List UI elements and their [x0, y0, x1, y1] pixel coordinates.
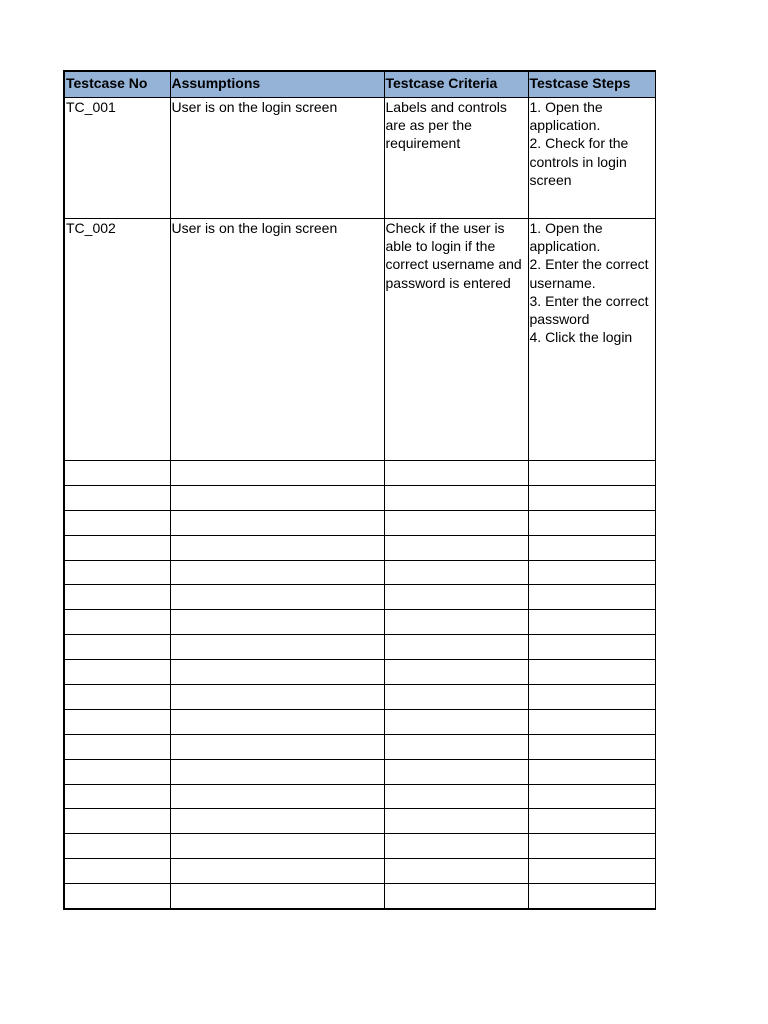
empty-cell[interactable] — [64, 660, 170, 685]
cell-assumption[interactable]: User is on the login screen — [170, 219, 384, 461]
empty-cell[interactable] — [528, 485, 655, 510]
empty-cell[interactable] — [384, 485, 528, 510]
empty-cell[interactable] — [64, 834, 170, 859]
empty-cell[interactable] — [170, 859, 384, 884]
empty-cell[interactable] — [170, 809, 384, 834]
empty-cell[interactable] — [528, 834, 655, 859]
empty-cell[interactable] — [384, 461, 528, 486]
empty-cell[interactable] — [528, 585, 655, 610]
header-testcase-criteria[interactable]: Testcase Criteria — [384, 71, 528, 98]
empty-row — [64, 560, 655, 585]
empty-cell[interactable] — [64, 884, 170, 909]
empty-cell[interactable] — [64, 759, 170, 784]
empty-cell[interactable] — [528, 859, 655, 884]
empty-cell[interactable] — [528, 884, 655, 909]
empty-cell[interactable] — [170, 709, 384, 734]
header-row — [64, 71, 655, 98]
empty-cell[interactable] — [64, 585, 170, 610]
empty-cell[interactable] — [384, 635, 528, 660]
empty-cell[interactable] — [384, 660, 528, 685]
empty-cell[interactable] — [384, 784, 528, 809]
testcase-table — [63, 70, 656, 910]
empty-cell[interactable] — [528, 685, 655, 710]
empty-cell[interactable] — [528, 510, 655, 535]
empty-cell[interactable] — [528, 784, 655, 809]
empty-row — [64, 485, 655, 510]
empty-cell[interactable] — [384, 809, 528, 834]
cell-testcase-no[interactable]: TC_001 — [64, 98, 170, 219]
empty-cell[interactable] — [64, 784, 170, 809]
empty-cell[interactable] — [170, 485, 384, 510]
empty-cell[interactable] — [64, 685, 170, 710]
empty-cell[interactable] — [170, 610, 384, 635]
empty-cell[interactable] — [170, 461, 384, 486]
empty-cell[interactable] — [170, 585, 384, 610]
empty-row — [64, 834, 655, 859]
empty-cell[interactable] — [384, 560, 528, 585]
empty-row — [64, 510, 655, 535]
empty-cell[interactable] — [170, 884, 384, 909]
empty-cell[interactable] — [170, 685, 384, 710]
empty-cell[interactable] — [384, 884, 528, 909]
empty-cell[interactable] — [64, 560, 170, 585]
empty-cell[interactable] — [384, 834, 528, 859]
empty-row — [64, 461, 655, 486]
empty-cell[interactable] — [528, 461, 655, 486]
empty-cell[interactable] — [170, 560, 384, 585]
empty-cell[interactable] — [384, 859, 528, 884]
table-row — [64, 98, 655, 219]
empty-cell[interactable] — [64, 535, 170, 560]
empty-cell[interactable] — [170, 535, 384, 560]
empty-row — [64, 884, 655, 909]
empty-cell[interactable] — [64, 809, 170, 834]
empty-cell[interactable] — [384, 585, 528, 610]
empty-cell[interactable] — [170, 510, 384, 535]
empty-cell[interactable] — [384, 734, 528, 759]
empty-cell[interactable] — [528, 709, 655, 734]
header-assumptions[interactable]: Assumptions — [170, 71, 384, 98]
empty-cell[interactable] — [528, 809, 655, 834]
empty-cell[interactable] — [64, 485, 170, 510]
empty-row — [64, 610, 655, 635]
empty-cell[interactable] — [64, 734, 170, 759]
empty-row — [64, 535, 655, 560]
empty-cell[interactable] — [528, 759, 655, 784]
empty-row — [64, 784, 655, 809]
empty-row — [64, 660, 655, 685]
cell-steps[interactable]: 1. Open the application. 2. Check for the controls in login screen — [528, 98, 655, 219]
empty-cell[interactable] — [384, 685, 528, 710]
empty-row — [64, 635, 655, 660]
empty-cell[interactable] — [170, 635, 384, 660]
empty-cell[interactable] — [64, 635, 170, 660]
cell-assumption[interactable]: User is on the login screen — [170, 98, 384, 219]
empty-cell[interactable] — [64, 510, 170, 535]
empty-cell[interactable] — [528, 660, 655, 685]
header-testcase-steps[interactable]: Testcase Steps — [528, 71, 655, 98]
cell-criteria[interactable]: Labels and controls are as per the requirement — [384, 98, 528, 219]
empty-cell[interactable] — [170, 759, 384, 784]
table-row — [64, 219, 655, 461]
header-testcase-no[interactable]: Testcase No — [64, 71, 170, 98]
empty-cell[interactable] — [528, 635, 655, 660]
empty-cell[interactable] — [384, 535, 528, 560]
empty-cell[interactable] — [528, 560, 655, 585]
empty-cell[interactable] — [170, 734, 384, 759]
cell-testcase-no[interactable]: TC_002 — [64, 219, 170, 461]
empty-row — [64, 585, 655, 610]
empty-row — [64, 809, 655, 834]
empty-cell[interactable] — [64, 859, 170, 884]
cell-steps[interactable]: 1. Open the application. 2. Enter the correct username. 3. Enter the correct password 4. Click the login — [528, 219, 655, 461]
empty-cell[interactable] — [64, 709, 170, 734]
cell-criteria[interactable]: Check if the user is able to login if the correct username and password is entered — [384, 219, 528, 461]
empty-row — [64, 734, 655, 759]
empty-cell[interactable] — [64, 610, 170, 635]
empty-cell[interactable] — [170, 784, 384, 809]
empty-cell[interactable] — [384, 759, 528, 784]
empty-cell[interactable] — [528, 610, 655, 635]
empty-cell[interactable] — [384, 510, 528, 535]
empty-cell[interactable] — [170, 660, 384, 685]
empty-row — [64, 859, 655, 884]
empty-row — [64, 709, 655, 734]
empty-row — [64, 759, 655, 784]
empty-cell[interactable] — [384, 610, 528, 635]
empty-row — [64, 685, 655, 710]
empty-cell[interactable] — [528, 535, 655, 560]
empty-cell[interactable] — [528, 734, 655, 759]
empty-cell[interactable] — [384, 709, 528, 734]
empty-cell[interactable] — [170, 834, 384, 859]
empty-cell[interactable] — [64, 461, 170, 486]
